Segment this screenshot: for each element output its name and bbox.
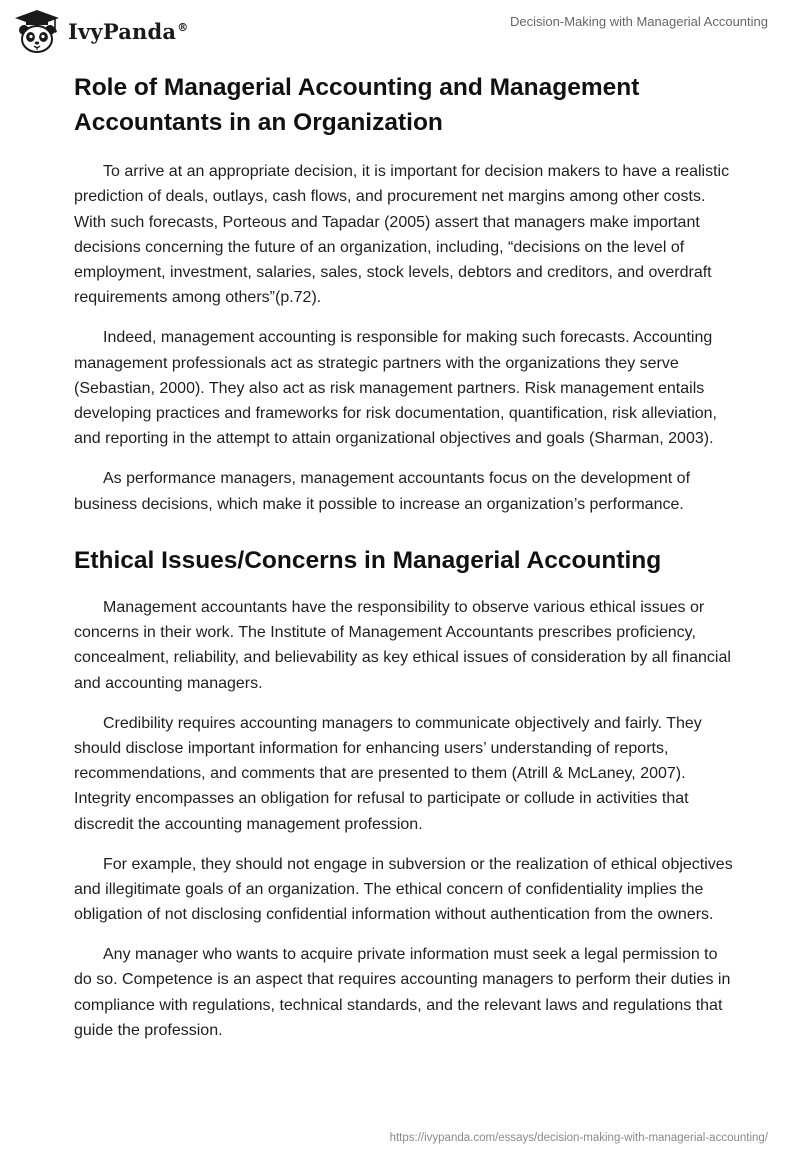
panda-graduate-icon [12,8,62,54]
paragraph: For example, they should not engage in subversion or the realization of ethical objectives and illegitimate goals of an organization. The ethical concern of confidentiality implies the obligation of not disclosing confidential information without authentication from the owners. [74,855,733,924]
source-url-link[interactable]: https://ivypanda.com/essays/decision-making-with-managerial-accounting/ [389,1132,768,1144]
running-title: Decision-Making with Managerial Accounting [510,14,768,29]
article-body [74,70,734,1058]
page-header [0,0,800,62]
paragraph: Indeed, management accounting is responsible for making such forecasts. Accounting management professionals act as strategic partners with the organizations they serve (Sebastian, 2000). They also act as risk management partners. Risk management entails developing practices and frameworks for risk documentation, quantification, risk alleviation, and reporting in the attempt to attain organizational objectives and goals (Sharman, 2003). [74,329,717,448]
paragraph: As performance managers, management accountants focus on the development of business decisions, which make it possible to increase an organization’s performance. [74,470,691,513]
paragraph: Credibility requires accounting managers to communicate objectively and fairly. They should disclose important information for enhancing users’ understanding of reports, recommendations, and comments that are presented to them (Atrill & McLaney, 2007). Integrity encompasses an obligation for refusal to participate or collude in activities that discredit the accounting management profession. [74,714,702,833]
ivypanda-logo[interactable] [12,8,188,54]
registered-mark: ® [177,20,189,34]
section-heading-role: Role of Managerial Accounting and Management Accountants in an Organization [74,74,640,136]
logo-text: IvyPanda® [68,18,189,44]
paragraph: Management accountants have the responsibility to observe various ethical issues or concerns in their work. The Institute of Management Accountants prescribes proficiency, concealment, reliability, and believability as key ethical issues of consideration by all financial and accounting managers. [74,598,731,692]
section-heading-ethics: Ethical Issues/Concerns in Managerial Accounting [74,546,662,574]
paragraph: Any manager who wants to acquire private information must seek a legal permission to do so. Competence is an aspect that requires accounting managers to perform their duties in compliance with regulations, technical standards, and the relevant laws and regulations that guide the profession. [74,945,731,1039]
paragraph: To arrive at an appropriate decision, it is important for decision makers to have a realistic prediction of deals, outlays, cash flows, and procurement net margins among other costs. With such forecasts, Porteous and Tapadar (2005) assert that managers make important decisions concerning the future of an organization, including, “decisions on the level of employment, investment, salaries, sales, stock levels, debtors and creditors, and overdraft requirements among others”(p.72). [74,163,730,307]
